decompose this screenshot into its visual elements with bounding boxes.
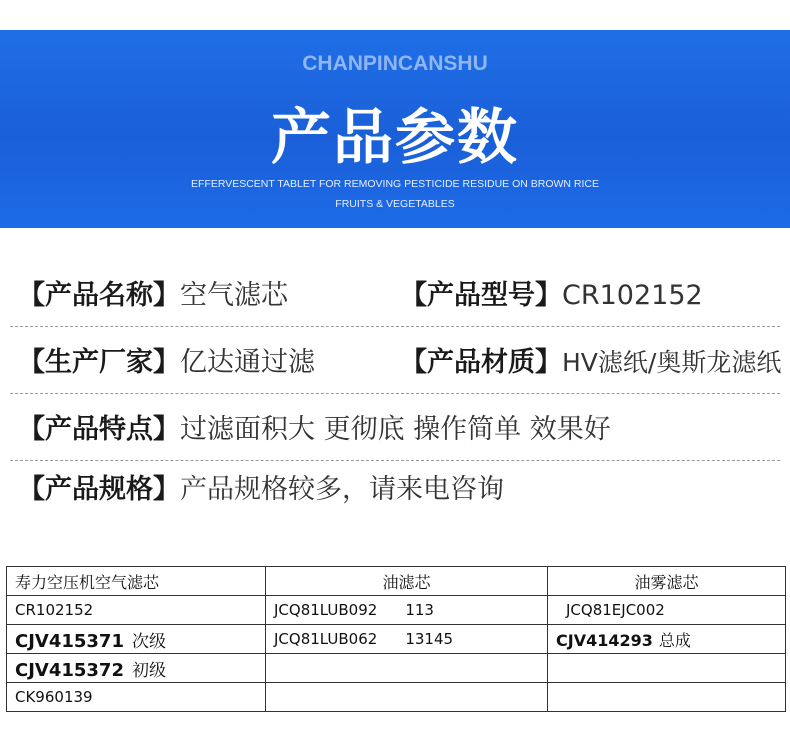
spec-maker (18, 333, 315, 393)
spec-model-value: CR102152 (562, 280, 703, 311)
table-row (7, 683, 786, 712)
spec-maker-label: 【生产厂家】 (18, 347, 180, 378)
spec-size (18, 460, 504, 520)
spec-name-value: 空气滤芯 (180, 280, 288, 311)
spec-material (400, 333, 781, 393)
table-cell-oil (266, 654, 548, 683)
part-code: JCQ81LUB092 (274, 601, 378, 619)
part-code: CJV415371 (15, 630, 124, 652)
table-cell-air (7, 683, 266, 712)
table-cell-mist (548, 683, 786, 712)
spec-feature-value: 过滤面积大 更彻底 操作简单 效果好 (180, 414, 611, 445)
table-cell-oil (266, 596, 548, 625)
part-code: CR102152 (15, 601, 94, 619)
part-code: CJV415372 (15, 659, 124, 681)
spec-model-label: 【产品型号】 (400, 280, 562, 311)
spec-name (18, 266, 288, 326)
part-code: JCQ81LUB062 (274, 630, 378, 648)
table-row (7, 625, 786, 654)
part-code: CK960139 (15, 688, 93, 706)
spec-features (18, 400, 611, 460)
part-note: 次级 (131, 631, 166, 652)
table-header-oil-mist-filter: 油雾滤芯 (548, 567, 786, 596)
parts-table (6, 566, 786, 712)
part-note: 总成 (658, 630, 691, 650)
header-banner (0, 30, 790, 228)
banner-english-line-2: FRUITS & VEGETABLES (335, 198, 455, 210)
spec-row-maker-material (10, 333, 780, 394)
spec-model (400, 266, 703, 326)
table-cell-air (7, 596, 266, 625)
part-number: 113 (405, 601, 434, 619)
part-code: CJV414293 (556, 630, 653, 650)
spec-name-label: 【产品名称】 (18, 280, 180, 311)
spec-feature-label: 【产品特点】 (18, 414, 180, 445)
table-header-air-filter: 寿力空压机空气滤芯 (7, 567, 266, 596)
spec-row-name-model (10, 266, 780, 327)
table-cell-mist (548, 654, 786, 683)
banner-english-line-1: EFFERVESCENT TABLET FOR REMOVING PESTICIDE RESIDUE ON BROWN RICE (190, 178, 599, 190)
banner-title: 产品参数 (271, 103, 519, 173)
part-note: 初级 (131, 660, 166, 681)
spec-material-value: HV滤纸/奥斯龙滤纸 (562, 348, 782, 377)
table-header-oil-filter: 油滤芯 (266, 567, 548, 596)
spec-size-value: 产品规格较多，请来电咨询 (180, 474, 504, 505)
spec-maker-value: 亿达通过滤 (180, 347, 315, 378)
table-cell-air (7, 625, 266, 654)
spec-size-label: 【产品规格】 (18, 474, 180, 505)
part-code: JCQ81EJC002 (566, 601, 665, 619)
table-row (7, 596, 786, 625)
table-header-row (7, 567, 786, 596)
table-cell-oil (266, 683, 548, 712)
table-cell-air (7, 654, 266, 683)
banner-subtitle: CHANPINCANSHU (302, 52, 488, 75)
table-cell-mist (548, 596, 786, 625)
part-number: 13145 (405, 630, 454, 648)
spec-row-features (10, 400, 780, 461)
table-cell-oil (266, 625, 548, 654)
table-cell-mist (548, 625, 786, 654)
spec-material-label: 【产品材质】 (400, 347, 562, 378)
spec-row-size (10, 460, 780, 520)
table-row (7, 654, 786, 683)
